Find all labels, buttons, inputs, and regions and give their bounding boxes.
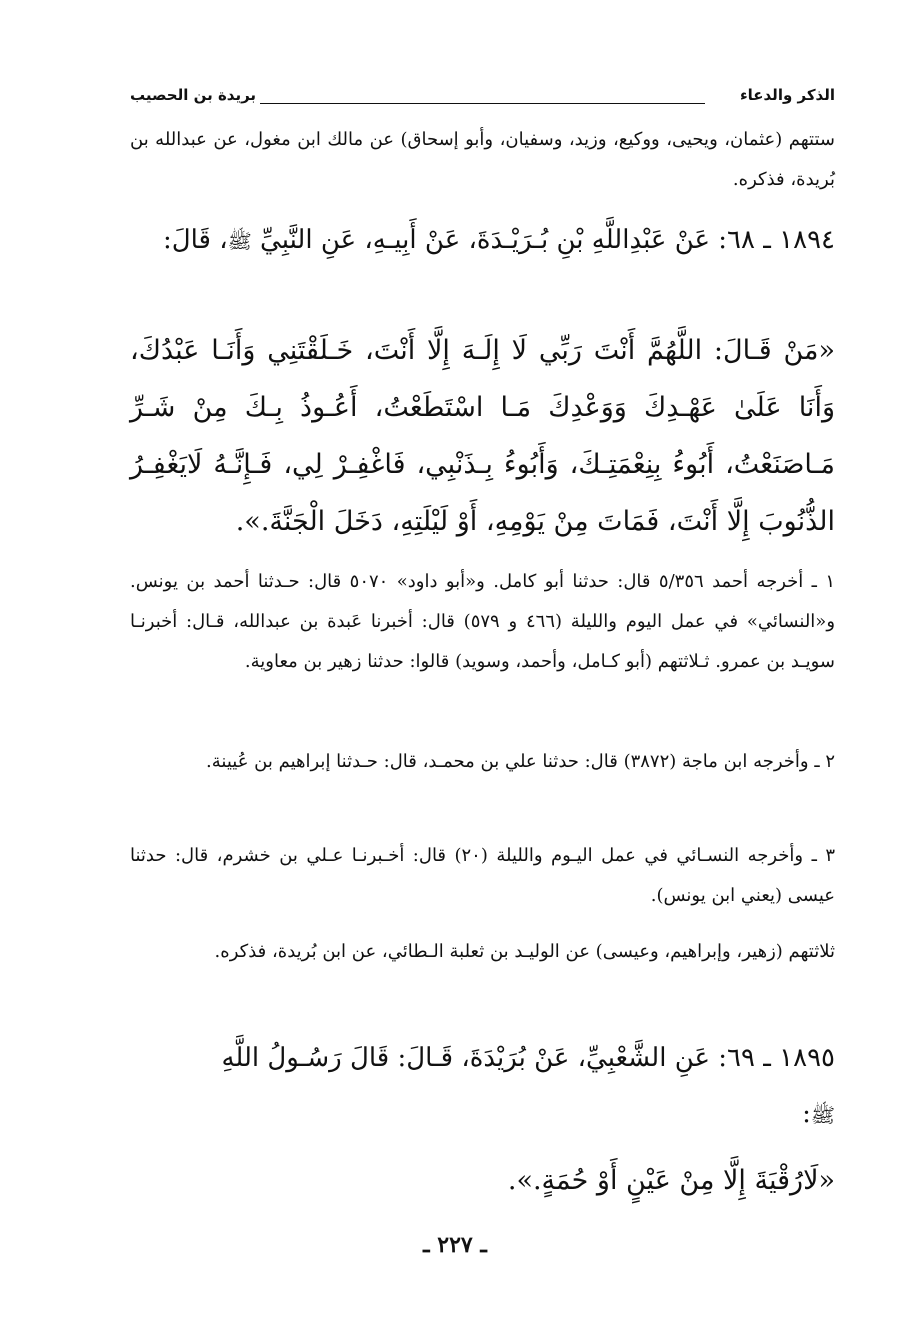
hadith-1895-heading-text: ١٨٩٥ ـ ٦٩: عَنِ الشَّعْبِيِّ، عَنْ بُرَيْدَةَ، قَـالَ: قَالَ رَسُـولُ اللَّهِ	[221, 1043, 835, 1073]
footnote-summary: ثلاثتهم (زهير، وإبراهيم، وعيسى) عن الوليـد بن ثعلبة الـطائي، عن ابن بُريدة، فذكره.	[214, 941, 835, 962]
page-number: ـ ٢٢٧ ـ	[423, 1232, 487, 1258]
footnote-3: ٣ ـ وأخرجه النسـائي في عمل اليـوم والليلة (٢٠) قال: أخـبرنـا عـلي بن خشرم، قال: حدثنا عيسى (يعني ابن يونس).	[130, 845, 835, 906]
hadith-1895-matn: «لَارُقْيَةَ إِلَّا مِنْ عَيْنٍ أَوْ حُمَةٍ.».	[507, 1165, 835, 1196]
intro-paragraph: ستتهم (عثمان، ويحيى، ووكيع، وزيد، وسفيان، وأبو إسحاق) عن مالك ابن مغول، عن عبدالله بن بُريدة، فذكره.	[130, 129, 835, 190]
hadith-1894-heading-tail: ، قَالَ:	[162, 225, 228, 255]
header-companion-name: بريدة بن الحصيب	[130, 86, 257, 104]
header-rule	[260, 103, 705, 104]
sallallahu-honorific-icon: ﷺ	[810, 1103, 835, 1127]
header-chapter-title: الذكر والدعاء	[739, 86, 835, 104]
footnote-2: ٢ ـ وأخرجه ابن ماجة (٣٨٧٢) قال: حدثنا علي بن محمـد، قال: حـدثنا إبراهيم بن عُيينة.	[206, 751, 835, 772]
sallallahu-honorific-icon: ﷺ	[227, 229, 252, 253]
hadith-1894-heading-text: ١٨٩٤ ـ ٦٨: عَنْ عَبْدِاللَّهِ بْنِ بُـرَيْـدَةَ، عَنْ أَبِيـهِ، عَنِ النَّبِيِّ	[260, 225, 835, 255]
footnote-1: ١ ـ أخرجه أحمد ٥/٣٥٦ قال: حدثنا أبو كامل. و«أبو داود» ٥٠٧٠ قال: حـدثنا أحمد بن يونس. و«النسائي» في عمل اليوم والليلة (٤٦٦ و ٥٧٩) قال: أخبرنا عَبدة بن عبدالله، قـال: أخبرنـا سويـد بن عمرو. ثـلاثتهم (أبو كـامل، وأحمد، وسويد) قالوا: حدثنا زهير بن معاوية.	[130, 571, 836, 672]
hadith-1894-matn: «مَنْ قَـالَ: اللَّهُمَّ أَنْتَ رَبِّي لَا إِلَـهَ إِلَّا أَنْتَ، خَـلَقْتَنِي وَأَنَـا عَبْدُكَ، وَأَنَا عَلَىٰ عَهْـدِكَ وَوَعْدِكَ مَـا اسْتَطَعْتُ، أَعُـوذُ بِـكَ مِنْ شَـرِّ مَـاصَنَعْتُ، أَبُوءُ بِنِعْمَتِـكَ، وَأَبُوءُ بِـذَنْبِي، فَاغْفِـرْ لِي، فَـإِنَّـهُ لَايَغْفِـرُ الذُّنُوبَ إِلَّا أَنْتَ، فَمَاتَ مِنْ يَوْمِهِ، أَوْ لَيْلَتِهِ، دَخَلَ الْجَنَّةَ.».	[130, 335, 835, 537]
hadith-1895-heading-tail: :	[802, 1099, 811, 1129]
running-header	[130, 86, 835, 114]
hadith-1895-heading	[130, 1030, 835, 1143]
hadith-1894-heading	[130, 212, 835, 269]
